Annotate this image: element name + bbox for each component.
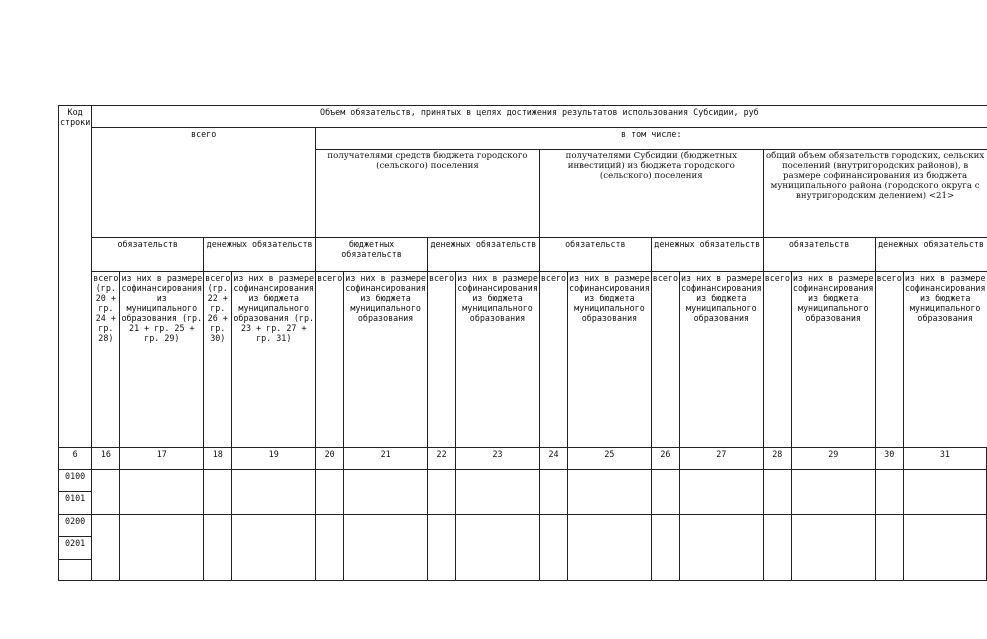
column-number-23: 23 [456,448,540,470]
data-cell[interactable] [456,470,540,515]
data-cell[interactable] [680,470,764,515]
data-cell[interactable] [539,470,567,515]
column-number-22: 22 [427,448,455,470]
leaf-header-27: из них в размере софинансирования из бюджета муниципального образования [680,272,764,448]
obligations-table [58,105,987,581]
column-number-25: 25 [568,448,652,470]
column-number-20: 20 [316,448,344,470]
main-title: Объем обязательств, принятых в целях достижения результатов использования Субсидии, руб [92,106,987,128]
leaf-header-25: из них в размере софинансирования из бюджета муниципального образования [568,272,652,448]
leaf-header-22: всего [427,272,455,448]
leaf-header-17: из них в размере софинансирования из муниципального образования (гр. 21 + гр. 25 + гр. 29) [120,272,204,448]
data-cell[interactable] [232,515,316,581]
leaf-header-18: всего (гр. 22 + гр. 26 + гр. 30) [204,272,232,448]
group-city-budget-recipients: получателями средств бюджета городского (сельского) поселения [316,150,540,238]
column-number-29: 29 [791,448,875,470]
leaf-header-29: из них в размере софинансирования из бюджета муниципального образования [791,272,875,448]
data-cell[interactable] [568,470,652,515]
leaf-header-23: из них в размере софинансирования из бюджета муниципального образования [456,272,540,448]
data-cell[interactable] [763,470,791,515]
data-cell[interactable] [316,515,344,581]
data-cell[interactable] [204,515,232,581]
column-number-31: 31 [903,448,986,470]
data-cell[interactable] [875,470,903,515]
leaf-header-16: всего (гр. 20 + гр. 24 + гр. 28) [92,272,120,448]
subgroup-g1-monetary: денежных обязательств [427,238,539,272]
row-code-0101: 0101 [59,492,92,515]
data-cell[interactable] [875,515,903,581]
leaf-header-31: из них в размере софинансирования из бюджета муниципального образования [903,272,986,448]
column-number-21: 21 [344,448,428,470]
column-number-6: 6 [59,448,92,470]
column-number-17: 17 [120,448,204,470]
column-number-18: 18 [204,448,232,470]
leaf-header-19: из них в размере софинансирования из бюджета муниципального образования (гр. 23 + гр. 27 + гр. 31) [232,272,316,448]
code-header: Код строки [59,106,92,448]
data-cell[interactable] [651,515,679,581]
data-cell[interactable] [903,470,986,515]
subgroup-g3-monetary: денежных обязательств [875,238,986,272]
leaf-header-21: из них в размере софинансирования из бюджета муниципального образования [344,272,428,448]
column-number-28: 28 [763,448,791,470]
leaf-header-30: всего [875,272,903,448]
data-cell[interactable] [903,515,986,581]
subgroup-total-obligations: обязательств [92,238,204,272]
subgroup-g2-monetary: денежных обязательств [651,238,763,272]
data-cell[interactable] [539,515,567,581]
data-cell[interactable] [680,515,764,581]
data-cell[interactable] [344,515,428,581]
column-number-16: 16 [92,448,120,470]
data-cell[interactable] [232,470,316,515]
data-cell[interactable] [204,470,232,515]
leaf-header-24: всего [539,272,567,448]
column-number-19: 19 [232,448,316,470]
subgroup-total-monetary: денежных обязательств [204,238,316,272]
data-cell[interactable] [651,470,679,515]
column-number-24: 24 [539,448,567,470]
data-cell[interactable] [568,515,652,581]
subgroup-g1-budget: бюджетных обязательств [316,238,428,272]
data-cell[interactable] [92,470,120,515]
data-cell[interactable] [120,470,204,515]
row-code-0201: 0201 [59,537,92,560]
data-cell[interactable] [791,470,875,515]
leaf-header-28: всего [763,272,791,448]
subgroup-g3-obligations: обязательств [763,238,875,272]
data-cell[interactable] [120,515,204,581]
data-cell[interactable] [791,515,875,581]
column-number-26: 26 [651,448,679,470]
row-code-0100: 0100 [59,470,92,492]
leaf-header-26: всего [651,272,679,448]
total-header: всего [92,128,316,238]
data-cell[interactable] [427,470,455,515]
row-code-0200: 0200 [59,515,92,537]
subgroup-g2-obligations: обязательств [539,238,651,272]
data-cell[interactable] [316,470,344,515]
group-subsidy-recipients: получателями Субсидии (бюджетных инвестиций) из бюджета городского (сельского) поселения [539,150,763,238]
including-header: в том числе: [316,128,987,150]
data-cell[interactable] [763,515,791,581]
row-code-blank[interactable] [59,560,92,581]
data-cell[interactable] [344,470,428,515]
column-number-30: 30 [875,448,903,470]
group-total-settlements: общий объем обязательств городских, сельских поселений (внутригородских районов), в размере софинансирования из бюджета муниципального района (городского округа с внутригородским делением) <21> [763,150,986,238]
column-number-27: 27 [680,448,764,470]
leaf-header-20: всего [316,272,344,448]
data-cell[interactable] [92,515,120,581]
data-cell[interactable] [456,515,540,581]
data-cell[interactable] [427,515,455,581]
